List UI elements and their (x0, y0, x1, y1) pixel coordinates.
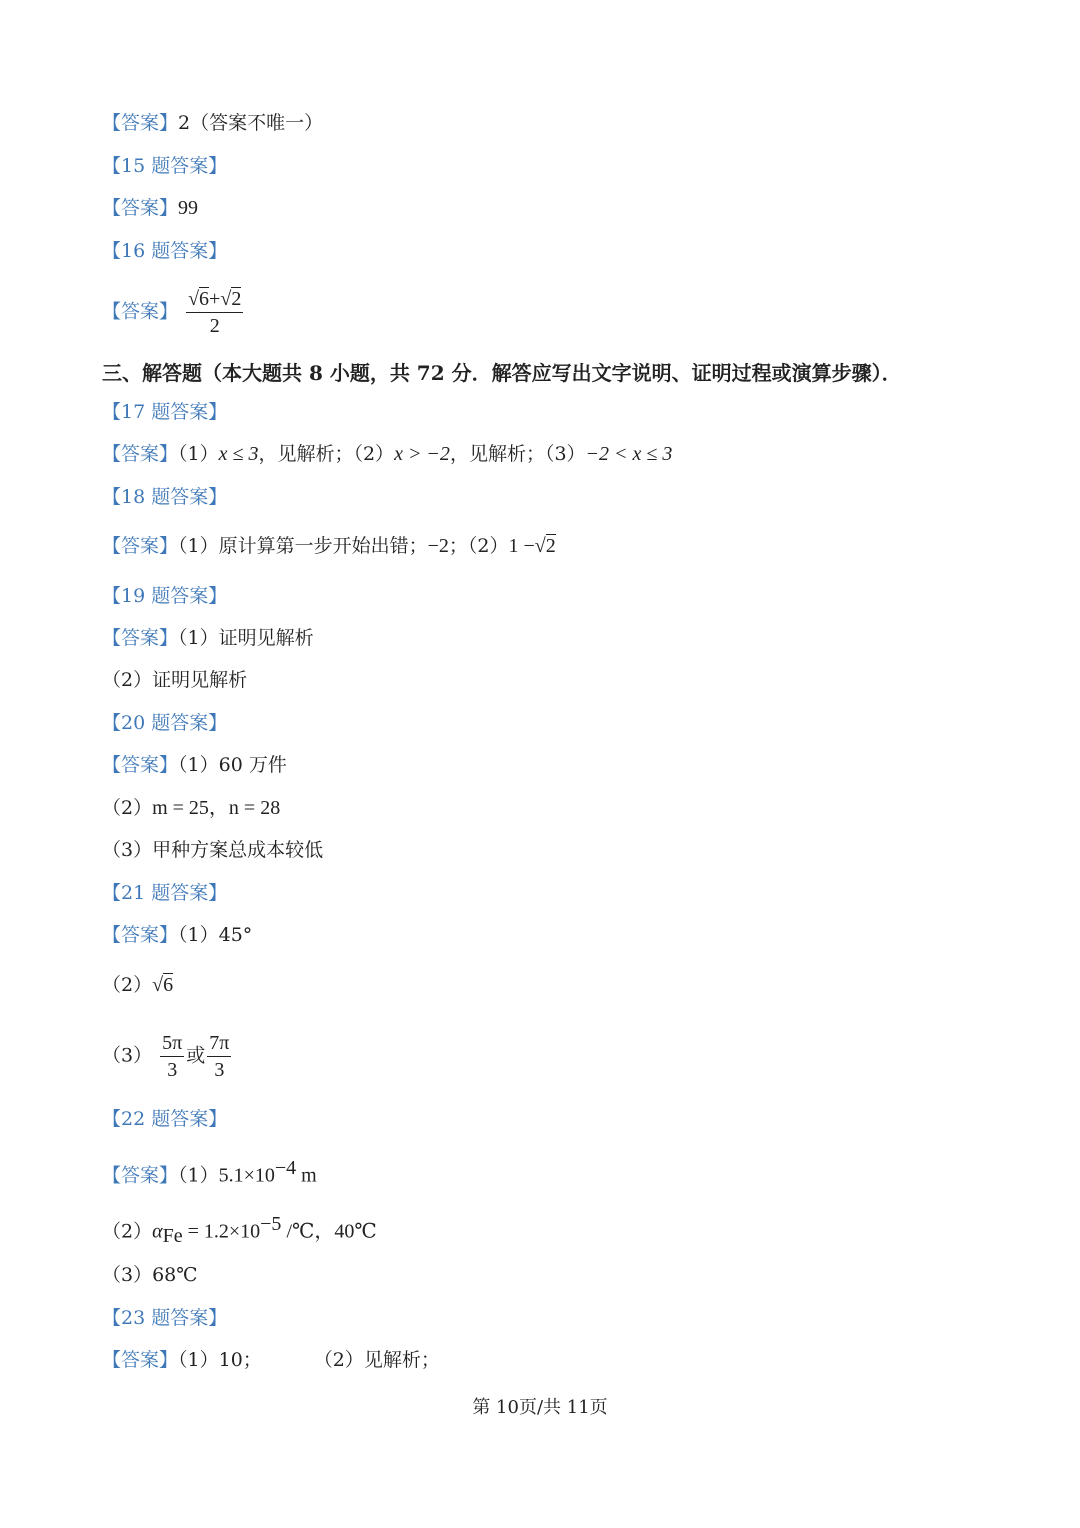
math-expression: −2 (427, 535, 449, 557)
answer-tag: 【答案】 (102, 197, 179, 219)
answer-line (102, 111, 323, 135)
question-heading: 【20 题答案】 (102, 712, 228, 734)
answer-line (102, 626, 314, 650)
conjunction: 或 (186, 1044, 206, 1067)
question-heading: 【16 题答案】 (102, 240, 228, 262)
answer-line: （3）68℃ (102, 1264, 198, 1286)
page-footer: 第 10页/共 11页 (472, 1397, 608, 1418)
answer-line (102, 1030, 233, 1083)
math-expression: m = 25，n = 28 (152, 797, 281, 819)
math-expression: x ≤ 3 (218, 443, 259, 465)
answer-text: ；（2） (448, 535, 509, 557)
answer-tag: 【答案】 (102, 1349, 179, 1371)
math-expression: x > −2 (394, 443, 450, 465)
answer-text: （1）45° (178, 924, 253, 946)
math-expression: = 1.2×10 (182, 1220, 261, 1243)
answer-line: （2）证明见解析 (102, 669, 248, 691)
radicand: 2 (231, 288, 242, 310)
question-heading: 【19 题答案】 (102, 585, 228, 607)
answer-tag: 【答案】 (102, 754, 179, 776)
answer-line: （3）甲种方案总成本较低 (102, 839, 324, 861)
exponent: −5 (260, 1213, 282, 1235)
answer-line: 【答案】（1）原计算第一步开始出错；−2；（2）1 −√2 (102, 535, 556, 557)
math-expression: 1 − (508, 535, 535, 557)
denominator: 3 (167, 1059, 178, 1081)
answer-line (102, 1156, 317, 1187)
answer-text: （1）证明见解析 (178, 627, 314, 649)
answer-line (102, 1348, 440, 1372)
question-heading: 【22 题答案】 (102, 1108, 228, 1130)
math-expression: −2 < x ≤ 3 (585, 443, 673, 465)
part-label: （2） (102, 1220, 153, 1243)
answer-text: （1）原计算第一步开始出错； (178, 535, 428, 557)
answer-tag: 【答案】 (102, 627, 179, 649)
answer-tag: 【答案】 (102, 300, 179, 323)
question-heading: 【18 题答案】 (102, 486, 228, 508)
radicand: 2 (545, 535, 556, 557)
fraction: $\frac{√6+√2}{2}$ (188, 288, 242, 337)
answer-tag: 【答案】 (102, 1164, 179, 1187)
answer-tag: 【答案】 (102, 535, 179, 557)
part-label: （1） (178, 443, 219, 465)
question-heading: 【23 题答案】 (102, 1307, 228, 1329)
section-heading: 三、解答题（本大题共 8 小题，共 72 分．解答应写出文字说明、证明过程或演算步骤）． (102, 361, 902, 385)
answer-tag: 【答案】 (102, 112, 179, 134)
question-heading: 【17 题答案】 (102, 401, 228, 423)
numerator: 7π (207, 1030, 231, 1057)
radicand: 6 (163, 974, 174, 996)
answer-text: 99 (178, 197, 199, 219)
answer-text: /℃，40℃ (281, 1220, 377, 1243)
answer-tag: 【答案】 (102, 443, 179, 465)
alpha-symbol: α (152, 1220, 163, 1243)
answer-text: （1）60 万件 (178, 754, 287, 776)
answer-text: ，见解析；（3） (449, 443, 586, 465)
unit: m (296, 1164, 317, 1187)
answer-text: 2（答案不唯一） (178, 112, 324, 134)
plus-sign: + (209, 288, 221, 310)
answer-text: ，见解析；（2） (258, 443, 395, 465)
answer-line (102, 442, 672, 466)
radicand: 6 (199, 288, 210, 310)
answer-text: （2）见解析； (313, 1349, 440, 1371)
answer-line (102, 796, 280, 820)
answer-line: （2）√6 (102, 974, 174, 996)
answer-text: （1）10； (178, 1349, 262, 1371)
answer-line (102, 1212, 377, 1248)
answer-line (102, 753, 287, 777)
denominator: 2 (209, 315, 220, 337)
part-label: （3） (102, 1044, 153, 1067)
part-label: （2） (102, 974, 153, 996)
subscript: Fe (162, 1225, 183, 1248)
answer-tag: 【答案】 (102, 924, 179, 946)
fraction (207, 1030, 231, 1083)
question-heading: 【21 题答案】 (102, 882, 228, 904)
part-label: （2） (102, 797, 153, 819)
exponent: −4 (274, 1157, 297, 1179)
part-label: （1） (178, 1164, 219, 1187)
denominator: 3 (214, 1059, 225, 1081)
fraction (160, 1030, 184, 1083)
math-expression: 5.1×10 (218, 1164, 275, 1187)
answer-line (102, 196, 198, 220)
numerator: 5π (160, 1030, 184, 1057)
answer-line (102, 923, 252, 947)
answer-line (102, 286, 245, 339)
question-heading: 【15 题答案】 (102, 155, 228, 177)
